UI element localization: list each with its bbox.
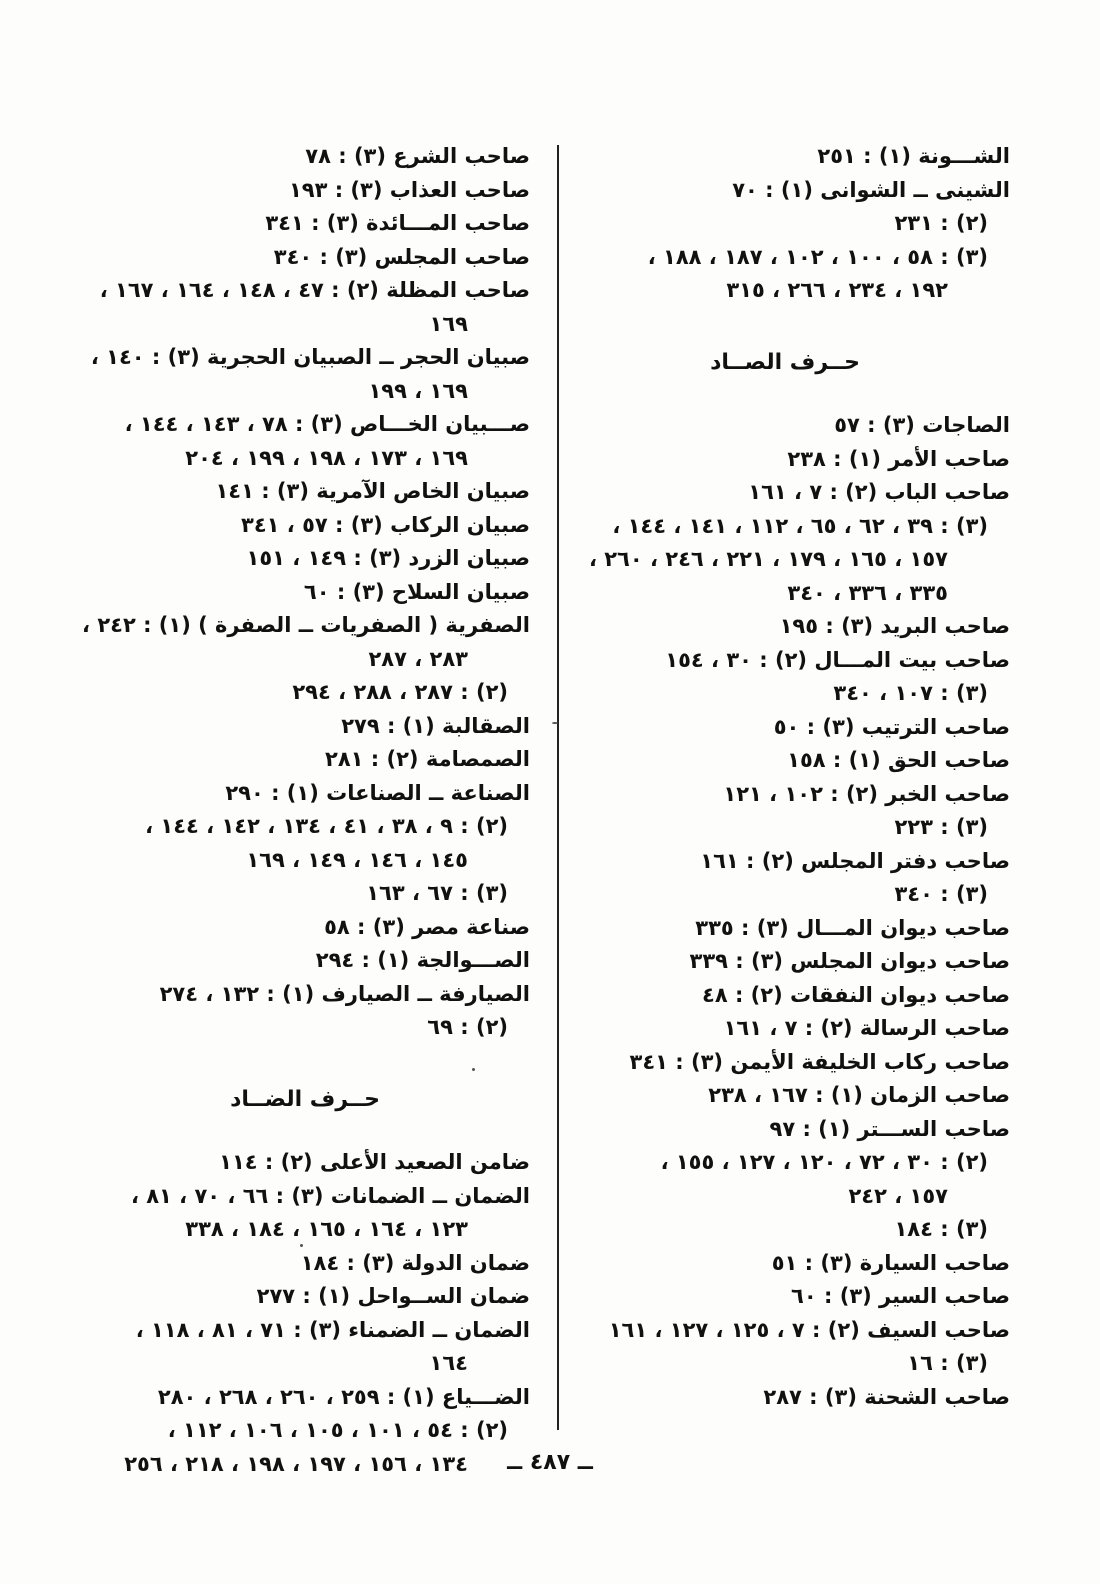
index-entry: صـــبيان الخـــاص (٣) : ٧٨ ، ١٤٣ ، ١٤٤ ، bbox=[124, 412, 530, 436]
index-subentry: (٢) : ٥٤ ، ١٠١ ، ١٠٥ ، ١٠٦ ، ١١٢ ، bbox=[167, 1418, 508, 1442]
index-entry: صاحب الشرع (٣) : ٧٨ bbox=[305, 144, 530, 168]
index-subentry: (٢) : ٩ ، ٣٨ ، ٤١ ، ١٣٤ ، ١٤٢ ، ١٤٤ ، bbox=[145, 814, 508, 838]
index-entry: صاحب السير (٣) : ٦٠ bbox=[791, 1284, 1010, 1308]
index-continuation: ١٦٩ ، ١٩٩ bbox=[368, 378, 468, 403]
index-entry: صبيان الخاص الآمرية (٣) : ١٤١ bbox=[215, 479, 530, 503]
index-entry: صاحب الباب (٢) : ٧ ، ١٦١ bbox=[748, 480, 1010, 504]
index-subentry: (٣) : ٣٩ ، ٦٢ ، ٦٥ ، ١١٢ ، ١٤١ ، ١٤٤ ، bbox=[612, 513, 988, 538]
index-entry: الشينى ــ الشوانى (١) : ٧٠ bbox=[732, 177, 1010, 202]
index-continuation: ١٦٤ bbox=[429, 1351, 468, 1375]
index-entry: صناعة مصر (٣) : ٥٨ bbox=[324, 914, 530, 939]
index-entry: صاحب السيف (٢) : ٧ ، ١٢٥ ، ١٢٧ ، ١٦١ bbox=[608, 1317, 1010, 1342]
index-continuation: ١٦٩ bbox=[429, 311, 468, 336]
index-entry: الصناعة ــ الصناعات (١) : ٢٩٠ bbox=[225, 780, 530, 805]
column-divider bbox=[557, 145, 559, 1430]
index-entry: صاحب ديوان المـــال (٣) : ٣٣٥ bbox=[695, 915, 1010, 940]
index-entry: صاحب المظلة (٢) : ٤٧ ، ١٤٨ ، ١٦٤ ، ١٦٧ ، bbox=[99, 278, 530, 302]
index-entry: صاحب العذاب (٣) : ١٩٣ bbox=[288, 177, 530, 202]
index-entry: صاحب بيت المـــال (٢) : ٣٠ ، ١٥٤ bbox=[665, 647, 1010, 672]
index-column-right bbox=[580, 140, 1010, 1414]
index-entry: صاحب الســـتر (١) : ٩٧ bbox=[769, 1116, 1010, 1141]
index-subentry: (٣) : ٣٤٠ bbox=[894, 882, 988, 906]
index-entry: صبيان الركاب (٣) : ٥٧ ، ٣٤١ bbox=[241, 512, 530, 537]
index-entry: صاحب الترتيب (٣) : ٥٠ bbox=[773, 714, 1010, 739]
index-continuation: ١٣٤ ، ١٥٦ ، ١٩٧ ، ١٩٨ ، ٢١٨ ، ٢٥٦ bbox=[124, 1451, 468, 1476]
index-entry: الصقالبة (١) : ٢٧٩ bbox=[341, 713, 530, 738]
index-entry: ضامن الصعيد الأعلى (٢) : ١١٤ bbox=[219, 1150, 530, 1174]
speck bbox=[300, 1244, 303, 1247]
index-entry: صاحب الزمان (١) : ١٦٧ ، ٢٣٨ bbox=[708, 1083, 1010, 1107]
index-entry: صاحب ديوان المجلس (٣) : ٣٣٩ bbox=[689, 949, 1010, 973]
index-entry: صاحب ركاب الخليفة الأيمن (٣) : ٣٤١ bbox=[629, 1049, 1010, 1074]
index-continuation: ١٥٧ ، ٢٤٢ bbox=[848, 1183, 948, 1208]
index-entry: صاحب دفتر المجلس (٢) : ١٦١ bbox=[700, 848, 1010, 873]
index-subentry: (٣) : ٢٢٣ bbox=[894, 815, 988, 839]
index-entry: الصيارفة ــ الصيارف (١) : ١٣٢ ، ٢٧٤ bbox=[159, 981, 530, 1006]
index-subentry: (٢) : ٦٩ bbox=[427, 1015, 508, 1039]
index-continuation: ١٤٥ ، ١٤٦ ، ١٤٩ ، ١٦٩ bbox=[246, 847, 468, 872]
index-entry: صاحب البريد (٣) : ١٩٥ bbox=[779, 614, 1010, 638]
index-subentry: (٣) : ٦٧ ، ١٦٣ bbox=[366, 881, 508, 905]
index-continuation: ٣٣٥ ، ٣٣٦ ، ٣٤٠ bbox=[787, 580, 948, 605]
index-subentry: (٣) : ١٦ bbox=[907, 1351, 988, 1375]
index-entry: صبيان الزرد (٣) : ١٤٩ ، ١٥١ bbox=[246, 546, 530, 570]
index-entry: الصمصامة (٢) : ٢٨١ bbox=[325, 747, 530, 771]
index-entry: الصاجات (٣) : ٥٧ bbox=[834, 413, 1010, 437]
index-subentry: (٢) : ٢٨٧ ، ٢٨٨ ، ٢٩٤ bbox=[292, 680, 508, 704]
section-heading: حــرف الضــاد bbox=[230, 1086, 380, 1112]
index-subentry: (٢) : ٢٣١ bbox=[894, 211, 988, 235]
index-continuation: ١٦٩ ، ١٧٣ ، ١٩٨ ، ١٩٩ ، ٢٠٤ bbox=[185, 445, 468, 470]
index-entry: الضمان ــ الضمانات (٣) : ٦٦ ، ٧٠ ، ٨١ ، bbox=[130, 1183, 530, 1208]
index-continuation: ١٢٣ ، ١٦٤ ، ١٦٥ ، ١٨٤ ، ٣٣٨ bbox=[185, 1217, 468, 1241]
index-subentry: (٣) : ١٨٤ bbox=[894, 1217, 988, 1241]
index-entry: صاحب الحق (١) : ١٥٨ bbox=[787, 748, 1010, 772]
index-entry: صاحب المـــائدة (٣) : ٣٤١ bbox=[265, 211, 530, 235]
index-subentry: (٣) : ٥٨ ، ١٠٠ ، ١٠٢ ، ١٨٧ ، ١٨٨ ، bbox=[647, 244, 988, 269]
index-column-left bbox=[82, 140, 530, 1481]
index-subentry: (٣) : ١٠٧ ، ٣٤٠ bbox=[833, 681, 988, 705]
speck bbox=[552, 722, 558, 724]
index-entry: الشـــونة (١) : ٢٥١ bbox=[817, 144, 1010, 168]
speck bbox=[472, 1068, 475, 1071]
index-continuation: ١٥٧ ، ١٦٥ ، ١٧٩ ، ٢٢١ ، ٢٤٦ ، ٢٦٠ ، bbox=[588, 547, 948, 571]
index-entry: الصفرية ( الصفريات ــ الصفرة ) (١) : ٢٤٢ ، bbox=[82, 613, 530, 637]
index-entry: ضمان الســواحل (١) : ٢٧٧ bbox=[256, 1284, 530, 1308]
index-entry: صاحب السيارة (٣) : ٥١ bbox=[771, 1250, 1010, 1275]
index-entry: ضمان الدولة (٣) : ١٨٤ bbox=[300, 1250, 530, 1275]
index-entry: صاحب الأمر (١) : ٢٣٨ bbox=[787, 446, 1010, 471]
index-entry: الضمان ــ الضمناء (٣) : ٧١ ، ٨١ ، ١١٨ ، bbox=[135, 1317, 530, 1342]
index-continuation: ٢٨٣ ، ٢٨٧ bbox=[368, 646, 468, 671]
index-entry: صاحب ديوان النفقات (٢) : ٤٨ bbox=[702, 982, 1010, 1007]
index-continuation: ١٩٢ ، ٢٣٤ ، ٢٦٦ ، ٣١٥ bbox=[726, 278, 948, 302]
index-entry: صبيان الحجر ــ الصبيان الحجرية (٣) : ١٤٠ ، bbox=[90, 345, 530, 369]
index-entry: الصـــوالجة (١) : ٢٩٤ bbox=[315, 948, 530, 972]
index-entry: صاحب الشحنة (٣) : ٢٨٧ bbox=[763, 1384, 1010, 1409]
index-entry: صبيان السلاح (٣) : ٦٠ bbox=[303, 579, 530, 604]
page-number: ــ ٤٨٧ ــ bbox=[507, 1450, 593, 1475]
index-entry: صاحب الرسالة (٢) : ٧ ، ١٦١ bbox=[723, 1016, 1010, 1040]
index-entry: صاحب الخبر (٢) : ١٠٢ ، ١٢١ bbox=[723, 781, 1010, 806]
index-entry: الضـــياع (١) : ٢٥٩ ، ٢٦٠ ، ٢٦٨ ، ٢٨٠ bbox=[157, 1384, 530, 1409]
section-heading: حــرف الصــاد bbox=[710, 349, 860, 375]
index-entry: صاحب المجلس (٣) : ٣٤٠ bbox=[273, 244, 530, 269]
index-subentry: (٢) : ٣٠ ، ٧٢ ، ١٢٠ ، ١٢٧ ، ١٥٥ ، bbox=[660, 1150, 988, 1174]
